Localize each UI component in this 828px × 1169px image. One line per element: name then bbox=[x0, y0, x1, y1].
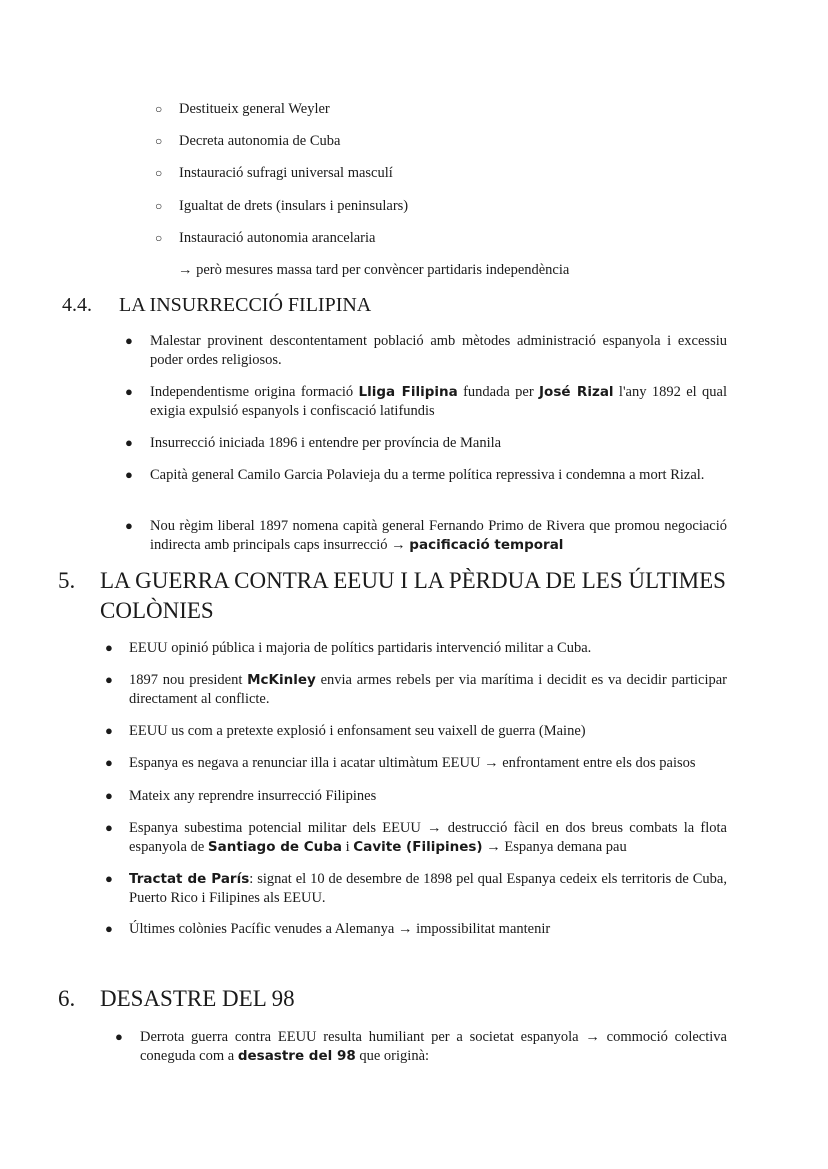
circle-bullet-icon: ○ bbox=[155, 231, 163, 245]
bullet-icon: ● bbox=[125, 467, 133, 482]
bold-term: Lliga Filipina bbox=[358, 384, 458, 400]
bullet-icon: ● bbox=[105, 820, 113, 835]
list-item-text: Destitueix general Weyler bbox=[179, 101, 330, 117]
bold-term: Tractat de París bbox=[129, 871, 250, 887]
circle-bullet-icon: ○ bbox=[155, 102, 163, 116]
bullet-icon: ● bbox=[105, 672, 113, 687]
bullet-icon: ● bbox=[125, 518, 133, 533]
bullet-icon: ● bbox=[105, 723, 113, 738]
section-number: 6. bbox=[58, 986, 76, 1011]
section-title: LA INSURRECCIÓ FILIPINA bbox=[119, 294, 372, 316]
bullet-icon: ● bbox=[125, 435, 133, 450]
bold-term: desastre del 98 bbox=[237, 1047, 356, 1064]
measures-note: → però mesures massa tard per convèncer partidaris independència bbox=[178, 262, 570, 278]
list-item-text: Capità general Camilo Garcia Polavieja du a terme política repressiva i condemna a mort Rizal. bbox=[150, 467, 705, 483]
bold-term: McKinley bbox=[247, 672, 316, 688]
list-item-text: Instauració sufragi universal masculí bbox=[179, 165, 393, 181]
section-number: 4.4. bbox=[62, 294, 92, 316]
section-number: 5. bbox=[58, 568, 76, 593]
list-item-text: EEUU us com a pretexte explosió i enfonsament seu vaixell de guerra (Maine) bbox=[129, 723, 586, 739]
bullet-icon: ● bbox=[125, 333, 133, 348]
list-item-text: Malestar provinent descontentament població amb mètodes administració espanyola i excessiu poder ordes religiosos. bbox=[150, 333, 727, 368]
list-item-text: Igualtat de drets (insulars i peninsulars) bbox=[179, 198, 409, 214]
section-title: LA GUERRA CONTRA EEUU I LA PÈRDUA DE LES ÚLTIMES COLÒNIES bbox=[100, 568, 726, 623]
list-item-text: Tractat de París: signat el 10 de desembre de 1898 pel qual Espanya cedeix els territoris de Cuba, Puerto Rico i Filipines als EEUU. bbox=[129, 871, 727, 906]
bullet-icon: ● bbox=[105, 871, 113, 886]
section-title: DESASTRE DEL 98 bbox=[100, 986, 295, 1011]
bold-term: Cavite (Filipines) bbox=[353, 838, 483, 855]
bullet-icon: ● bbox=[125, 384, 133, 399]
list-item-text: 1897 nou president McKinley envia armes rebels per via marítima i decidit es va decidir participar directament al conflicte. bbox=[129, 672, 727, 707]
bullet-icon: ● bbox=[105, 755, 113, 770]
circle-bullet-icon: ○ bbox=[155, 134, 163, 148]
list-item-text: Mateix any reprendre insurrecció Filipines bbox=[129, 788, 377, 804]
list-item-text: Derrota guerra contra EEUU resulta humiliant per a societat espanyola → commoció colectiva coneguda com a desastre del 98 que originà: bbox=[140, 1029, 727, 1064]
bullet-icon: ● bbox=[115, 1029, 123, 1044]
bold-term: pacificació temporal bbox=[409, 536, 564, 553]
bullet-icon: ● bbox=[105, 788, 113, 803]
list-item-text: Espanya subestima potencial militar dels EEUU → destrucció fàcil en dos breus combats la flota espanyola de Santiago de Cuba i Cavite (Filipines) → Espanya demana pau bbox=[129, 820, 727, 855]
bold-term: José Rizal bbox=[539, 384, 614, 400]
list-item-text: Decreta autonomia de Cuba bbox=[179, 133, 341, 149]
list-item-text: Insurrecció iniciada 1896 i entendre per província de Manila bbox=[150, 435, 502, 451]
bullet-icon: ● bbox=[105, 640, 113, 655]
list-item-text: Últimes colònies Pacífic venudes a Alemanya → impossibilitat mantenir bbox=[129, 921, 551, 937]
list-item-text: Espanya es negava a renunciar illa i acatar ultimàtum EEUU → enfrontament entre els dos paisos bbox=[129, 755, 696, 771]
list-item-text: EEUU opinió pública i majoria de polítics partidaris intervenció militar a Cuba. bbox=[129, 640, 592, 656]
list-item-text: Nou règim liberal 1897 nomena capità general Fernando Primo de Rivera que promou negociació indirecta amb principals caps insurrecció → pacificació temporal bbox=[150, 518, 727, 553]
bold-term: Santiago de Cuba bbox=[207, 838, 343, 855]
bullet-icon: ● bbox=[105, 921, 113, 936]
list-item-text: Instauració autonomia arancelaria bbox=[179, 230, 376, 246]
circle-bullet-icon: ○ bbox=[155, 199, 163, 213]
circle-bullet-icon: ○ bbox=[155, 166, 163, 180]
list-item-text: Independentisme origina formació Lliga Filipina fundada per José Rizal l'any 1892 el qual exigia expulsió espanyols i confiscació latifundis bbox=[150, 384, 727, 419]
